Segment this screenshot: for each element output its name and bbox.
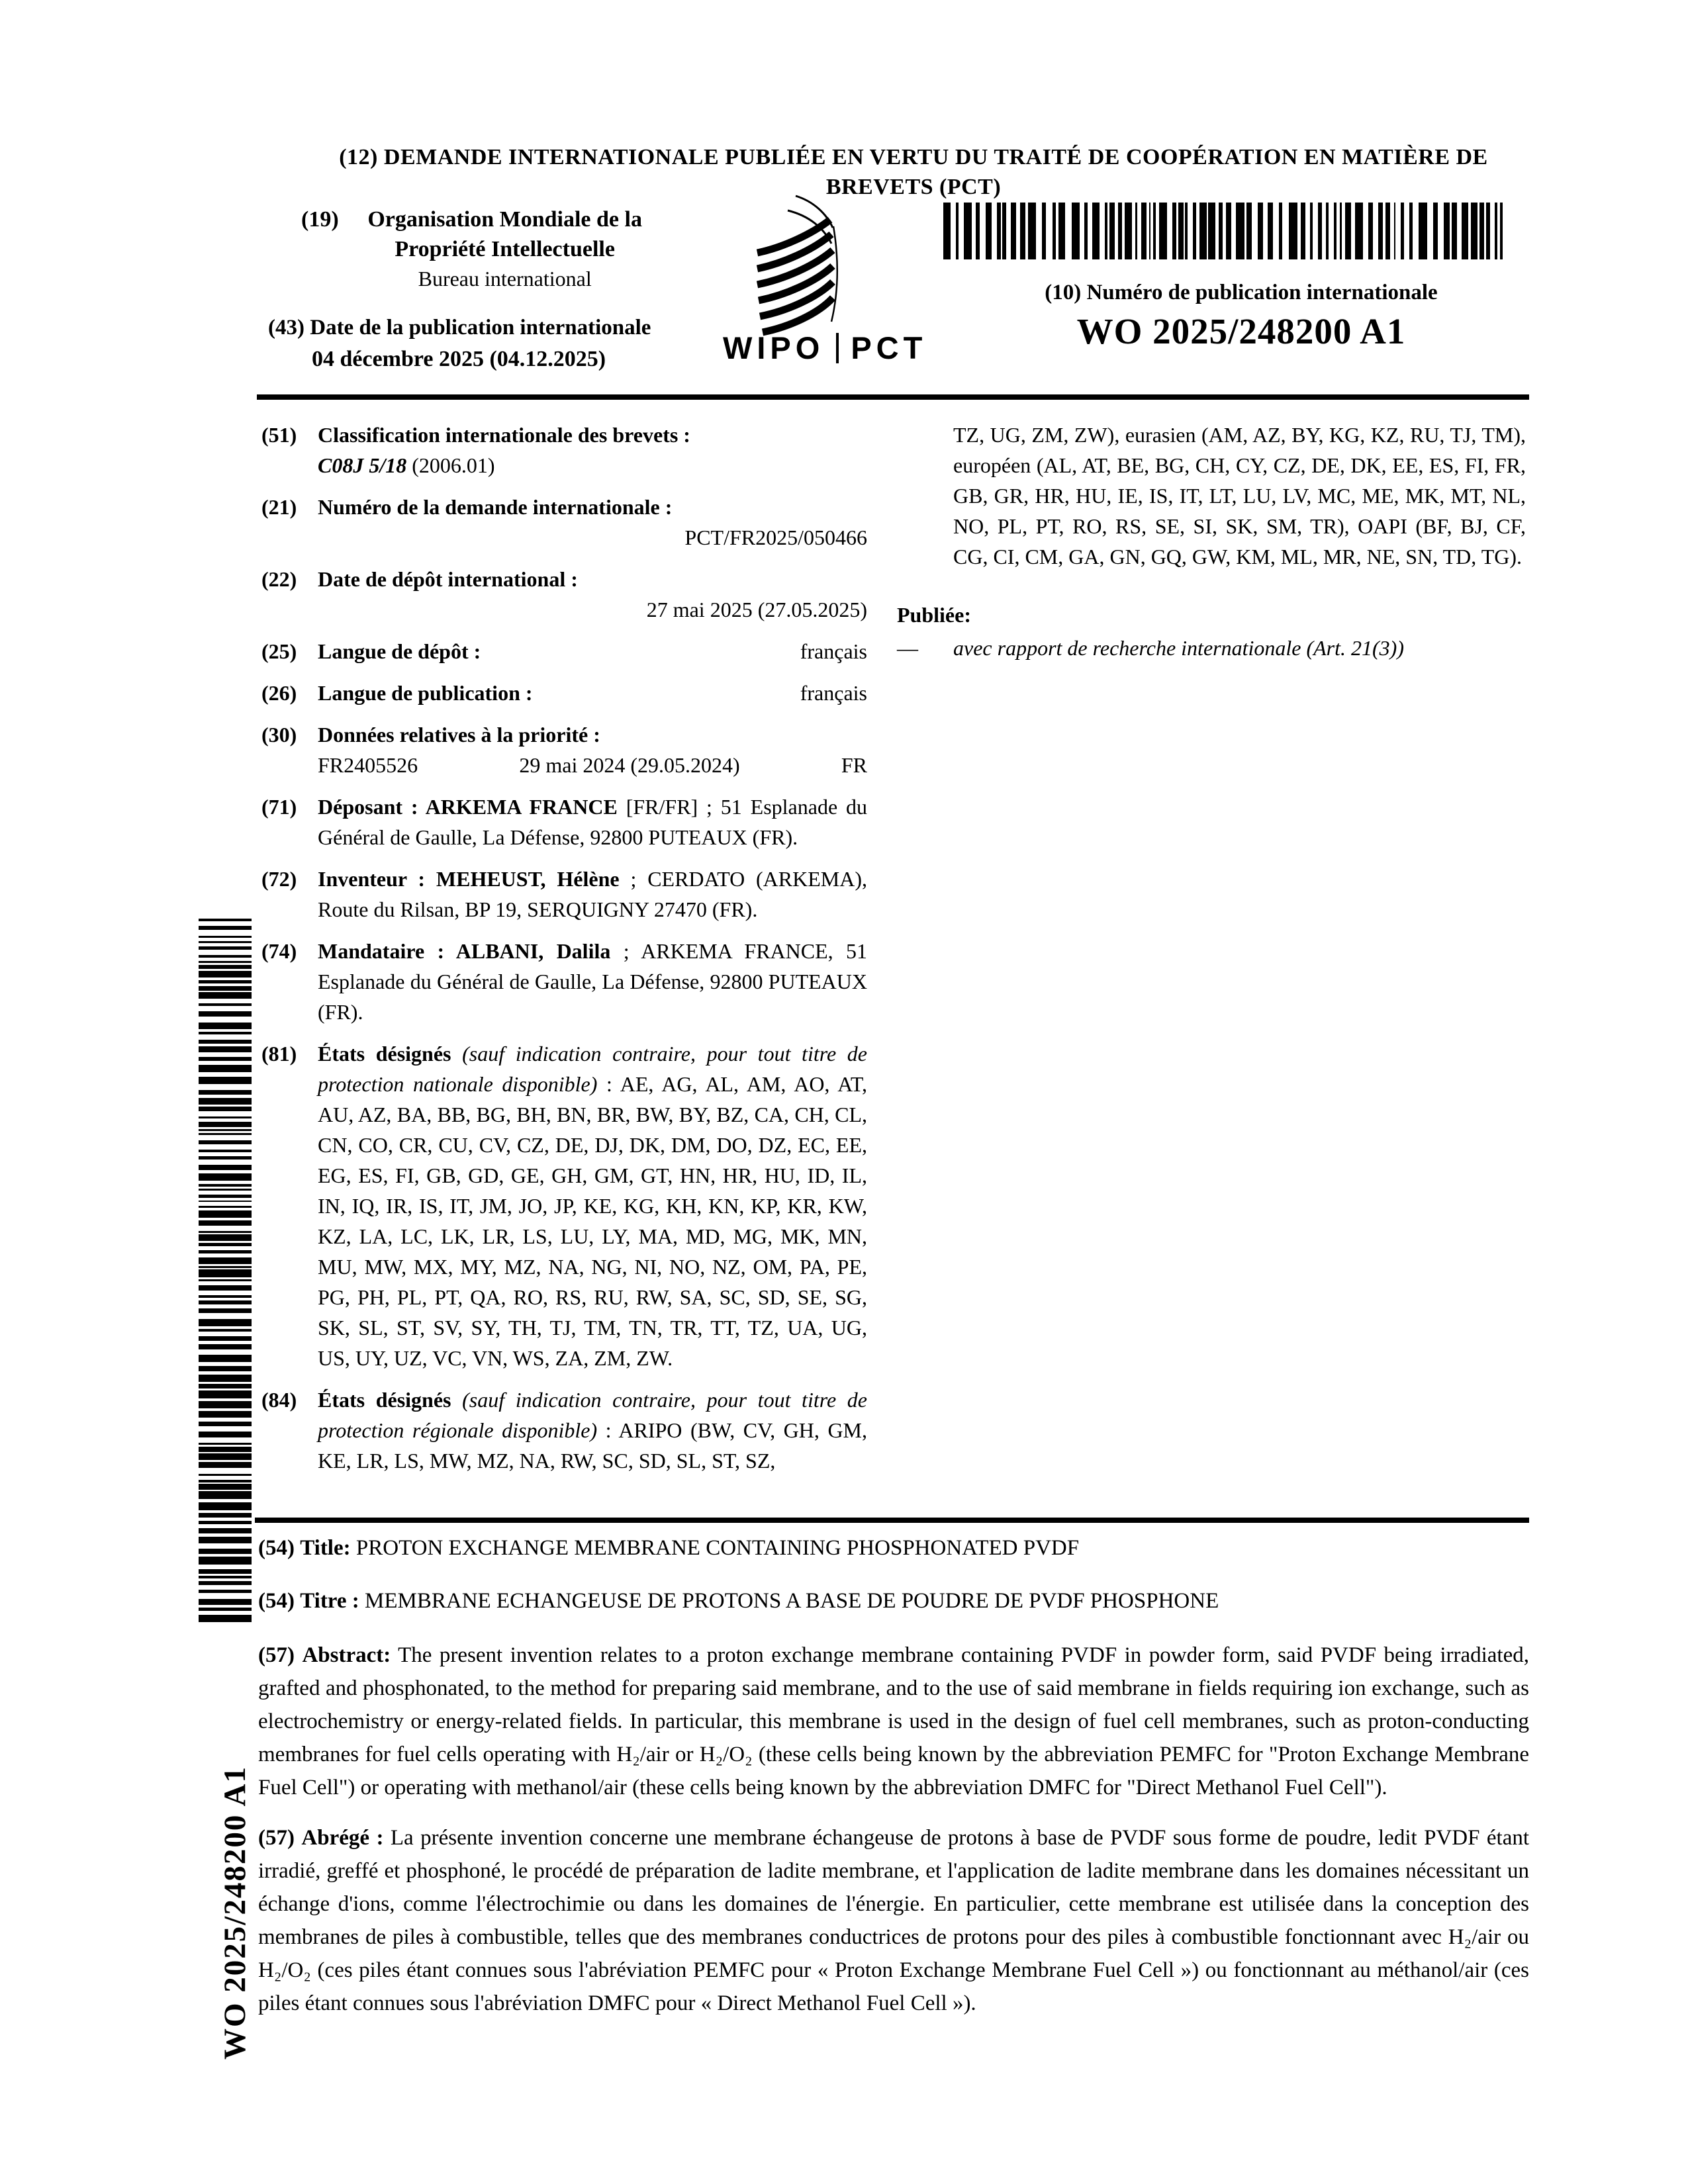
title-abstract-section: [258, 1533, 1529, 2037]
field-84-qualifier: (sauf indication contraire, pour tout titre de protection régionale disponible): [318, 1388, 868, 1442]
wipo-spiral-logo-icon: [748, 192, 854, 351]
field-84-number: (84): [261, 1388, 297, 1412]
field-43-number: (43): [268, 316, 305, 340]
field-74: [261, 936, 867, 1027]
publication-number-label: Numéro de publication internationale: [1086, 281, 1438, 304]
field-22-number: (22): [261, 567, 297, 591]
title-english-label: Title:: [300, 1536, 351, 1560]
document-type-heading: [305, 143, 1523, 203]
field-54-number-fr: (54): [258, 1588, 295, 1613]
publication-date-value: 04 décembre 2025 (04.12.2025): [312, 346, 606, 371]
publication-date-label: Date de la publication internationale: [310, 316, 651, 340]
field-26: [261, 678, 867, 708]
designated-states-national: : AE, AG, AL, AM, AO, AT, AU, AZ, BA, BB, BG, BH, BN, BR, BW, BY, BZ, CA, CH, CL, CN, CO, CR, CU, CV, CZ, DE, DJ, DK, DM, DO, DZ, EC, EE, EG, ES, FI, GB, GD, GE, GH, GM, GT, HN, HR, HU, ID, IL, IN, IQ, IR, IS, IT, JM, JO, JP, KE, KG, KH, KN, KP, KR, KW, KZ, LA, LC, LK, LR, LS, LU, LY, MA, MD, MG, MK, MN, MU, MW, MX, MY, MZ, NA, NG, NI, NO, NZ, OM, PA, PE, PG, PH, PL, PT, QA, RO, RS, RU, RW, SA, SC, SD, SE, SG, SK, SL, ST, SV, SY, TH, TJ, TM, TN, TR, TT, TZ, UA, UG, US, UY, UZ, VC, VN, WS, ZA, ZM, ZW.: [318, 1072, 868, 1370]
field-21-number: (21): [261, 495, 297, 519]
field-51-label: Classification internationale des brevets :: [318, 423, 690, 447]
field-22-label: Date de dépôt international :: [318, 567, 578, 591]
margin-publication-number: WO 2025/248200 A1: [218, 1766, 252, 2060]
title-english-value: PROTON EXCHANGE MEMBRANE CONTAINING PHOSPHONATED PVDF: [350, 1536, 1080, 1560]
margin-barcode: [199, 919, 252, 1624]
field-54-number: (54): [258, 1536, 295, 1560]
organisation-block: [301, 205, 661, 293]
organisation-name-line2: Propriété Intellectuelle: [395, 236, 615, 261]
header-divider: [257, 394, 1529, 400]
designated-states-continuation: TZ, UG, ZM, ZW), eurasien (AM, AZ, BY, KG, KZ, RU, TJ, TM), européen (AL, AT, BE, BG, CH, CY, CZ, DE, DK, EE, ES, FI, FR, GB, GR, HR, HU, IE, IS, IT, LT, LU, LV, MC, ME, MK, MT, NL, NO, PL, PT, RO, RS, SE, SI, SK, SM, TR), OAPI (BF, BJ, CF, CG, CI, CM, GA, GN, GQ, GW, KM, ML, MR, NE, SN, TD, TG).: [953, 423, 1526, 569]
field-21-label: Numéro de la demande internationale :: [318, 495, 673, 519]
abstract-french: [258, 1821, 1529, 2020]
bibliographic-left-column: [261, 420, 867, 1487]
field-72: [261, 864, 867, 925]
field-25-label: Langue de dépôt :: [318, 639, 481, 663]
field-30: [261, 719, 867, 780]
abstract-french-label: Abrégé :: [301, 1825, 384, 1850]
field-81-qualifier: (sauf indication contraire, pour tout titre de protection nationale disponible): [318, 1042, 868, 1096]
published-item-dash: —: [897, 636, 918, 660]
field-57-number-fr: (57): [258, 1825, 295, 1850]
priority-application-number: FR2405526: [318, 753, 418, 777]
applicant-address: [FR/FR] ; 51 Esplanade du Général de Gaulle, La Défense, 92800 PUTEAUX (FR).: [318, 795, 868, 849]
field-71-label: Déposant :: [318, 795, 426, 819]
wipo-wordmark-text: WIPO: [723, 330, 825, 365]
application-number-value: PCT/FR2025/050466: [684, 525, 867, 549]
published-item: [897, 633, 1526, 663]
agent-name: ALBANI, Dalila: [455, 939, 611, 963]
field-71-number: (71): [261, 795, 297, 819]
field-51-number: (51): [261, 423, 297, 447]
organisation-name-line1: Organisation Mondiale de la: [367, 207, 642, 232]
publication-number-value: WO 2025/248200 A1: [1076, 311, 1406, 351]
document-type-text: DEMANDE INTERNATIONALE PUBLIÉE EN VERTU DU TRAITÉ DE COOPÉRATION EN MATIÈRE DE BREVETS (PCT): [383, 145, 1488, 199]
abstract-divider: [255, 1518, 1529, 1523]
field-51: [261, 420, 867, 480]
filing-language-value: français: [800, 639, 867, 663]
field-57-number: (57): [258, 1643, 295, 1667]
designated-states-regional: : ARIPO (BW, CV, GH, GM, KE, LR, LS, MW, MZ, NA, RW, SC, SD, SL, ST, SZ,: [318, 1418, 868, 1473]
title-french-value: MEMBRANE ECHANGEUSE DE PROTONS A BASE DE POUDRE DE PVDF PHOSPHONE: [359, 1588, 1219, 1613]
field-81: [261, 1038, 867, 1373]
field-84: [261, 1385, 867, 1476]
abstract-english-text: The present invention relates to a proton exchange membrane containing PVDF in powder form, said PVDF being irradiated, grafted and phosphonated, to the method for preparing said membrane, and to the use of said membrane in fields requiring ion exchange, such as electrochemistry or energy-related fields. In particular, this membrane is used in the design of fuel cell membranes, such as proton-conducting membranes for fuel cells operating with H₂/air or H₂/O₂ (these cells being known by the abbreviation PEMFC for "Proton Exchange Membrane Fuel Cell") or operating with methanol/air (these cells being known by the abbreviation DMFC for "Direct Methanol Fuel Cell").: [258, 1643, 1529, 1799]
publication-language-value: français: [800, 681, 867, 705]
abstract-english-label: Abstract:: [302, 1643, 391, 1667]
pct-wordmark-text: PCT: [851, 330, 927, 365]
field-72-number: (72): [261, 867, 297, 891]
field-25: [261, 636, 867, 666]
field-26-label: Langue de publication :: [318, 681, 533, 705]
field-81-label: États désignés: [318, 1042, 463, 1066]
field-74-number: (74): [261, 939, 297, 963]
inventor-name: MEHEUST, Hélène: [436, 867, 620, 891]
field-21: [261, 492, 867, 553]
title-french: [258, 1586, 1529, 1617]
title-english: [258, 1533, 1529, 1565]
wipo-pct-wordmark: [723, 330, 927, 366]
field-26-number: (26): [261, 681, 297, 705]
publication-number-block: [953, 281, 1529, 352]
field-19-number: (19): [301, 207, 339, 232]
field-25-number: (25): [261, 639, 297, 663]
title-french-label: Titre :: [300, 1588, 359, 1613]
wordmark-separator: [836, 333, 839, 363]
ipc-class-year: (2006.01): [406, 453, 495, 477]
ipc-class-code: C08J 5/18: [318, 453, 407, 477]
publication-barcode: [943, 203, 1503, 259]
publication-date-block: [268, 312, 651, 375]
field-12-number: (12): [339, 145, 378, 169]
published-label: Publiée:: [897, 603, 971, 627]
field-74-label: Mandataire :: [318, 939, 456, 963]
field-84-label: États désignés: [318, 1388, 463, 1412]
field-71: [261, 792, 867, 852]
field-81-number: (81): [261, 1042, 297, 1066]
field-72-label: Inventeur :: [318, 867, 436, 891]
organisation-bureau: Bureau international: [418, 266, 592, 291]
field-10-number: (10): [1045, 281, 1082, 304]
field-30-label: Données relatives à la priorité :: [318, 723, 600, 747]
published-item-text: avec rapport de recherche internationale (Art. 21(3)): [953, 636, 1404, 660]
field-30-number: (30): [261, 723, 297, 747]
priority-date: 29 mai 2024 (29.05.2024): [519, 753, 740, 777]
agent-address: ; ARKEMA FRANCE, 51 Esplanade du Général de Gaulle, La Défense, 92800 PUTEAUX (FR).: [318, 939, 867, 1024]
field-22: [261, 564, 867, 625]
filing-date-value: 27 mai 2025 (27.05.2025): [646, 598, 867, 621]
bibliographic-right-column: [897, 420, 1526, 1487]
inventor-address: ; CERDATO (ARKEMA), Route du Rilsan, BP 19, SERQUIGNY 27470 (FR).: [318, 867, 868, 921]
bibliographic-section: [261, 420, 1529, 1487]
applicant-name: ARKEMA FRANCE: [425, 795, 618, 819]
abstract-french-text: La présente invention concerne une membrane échangeuse de protons à base de PVDF sous forme de poudre, ledit PVDF étant irradié, greffé et phosphoné, le procédé de préparation de ladite membrane, et l'application de ladite membrane dans les domaines nécessitant un échange d'ions, comme l'électrochimie ou dans les domaines de l'énergie. En particulier, cette membrane est utilisée dans la conception des membranes de piles à combustible, telles que des membranes conductrices de protons pour des piles à combustible fonctionnant avec H₂/air ou H₂/O₂ (ces piles étant connues sous l'abréviation PEMFC pour « Proton Exchange Membrane Fuel Cell ») ou fonctionnant au méthanol/air (ces piles étant connues sous l'abréviation DMFC pour « Direct Methanol Fuel Cell »).: [258, 1825, 1530, 2015]
abstract-english: [258, 1639, 1529, 1804]
priority-country: FR: [841, 753, 867, 777]
